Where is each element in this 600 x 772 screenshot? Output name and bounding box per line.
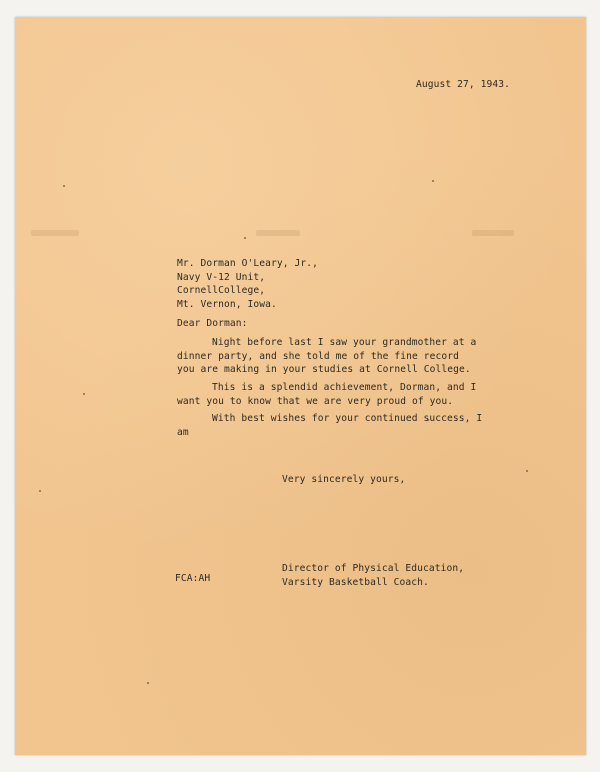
title-line: Director of Physical Education, bbox=[282, 563, 465, 574]
title-line: Varsity Basketball Coach. bbox=[282, 576, 429, 588]
paragraph-line: With best wishes for your continued success, I bbox=[212, 413, 483, 424]
complimentary-closing: Very sincerely yours, bbox=[282, 474, 406, 485]
paper-speck bbox=[526, 470, 528, 472]
signature-title-block bbox=[282, 562, 464, 589]
reference-initials: FCA:AH bbox=[175, 573, 211, 584]
faint-bleed-mark bbox=[31, 230, 79, 236]
body-paragraph-2 bbox=[177, 381, 476, 408]
paper-speck bbox=[39, 490, 41, 492]
address-line: CornellCollege, bbox=[177, 285, 266, 297]
paragraph-line: dinner party, and she told me of the fine record bbox=[177, 350, 460, 362]
faint-bleed-mark bbox=[472, 230, 514, 236]
body-paragraph-3 bbox=[177, 412, 482, 439]
address-line: Navy V-12 Unit, bbox=[177, 271, 266, 283]
paper-speck bbox=[63, 185, 65, 187]
paper-speck bbox=[83, 393, 85, 395]
paper-speck bbox=[432, 180, 434, 182]
faint-bleed-mark bbox=[256, 230, 300, 236]
salutation: Dear Dorman: bbox=[177, 318, 248, 329]
paragraph-line: you are making in your studies at Cornell College. bbox=[177, 364, 471, 376]
paper-speck bbox=[147, 682, 149, 684]
address-line: Mr. Dorman O'Leary, Jr., bbox=[177, 258, 319, 269]
recipient-address bbox=[177, 257, 318, 311]
paragraph-line: want you to know that we are very proud of you. bbox=[177, 395, 454, 407]
letter-date: August 27, 1943. bbox=[416, 79, 511, 90]
paragraph-line: This is a splendid achievement, Dorman, and I bbox=[212, 382, 477, 393]
paragraph-line: Night before last I saw your grandmother at a bbox=[212, 337, 477, 348]
letter-sheet bbox=[15, 17, 586, 755]
paragraph-line: am bbox=[177, 426, 189, 438]
body-paragraph-1 bbox=[177, 336, 476, 377]
paper-speck bbox=[244, 237, 246, 239]
address-line: Mt. Vernon, Iowa. bbox=[177, 298, 277, 310]
